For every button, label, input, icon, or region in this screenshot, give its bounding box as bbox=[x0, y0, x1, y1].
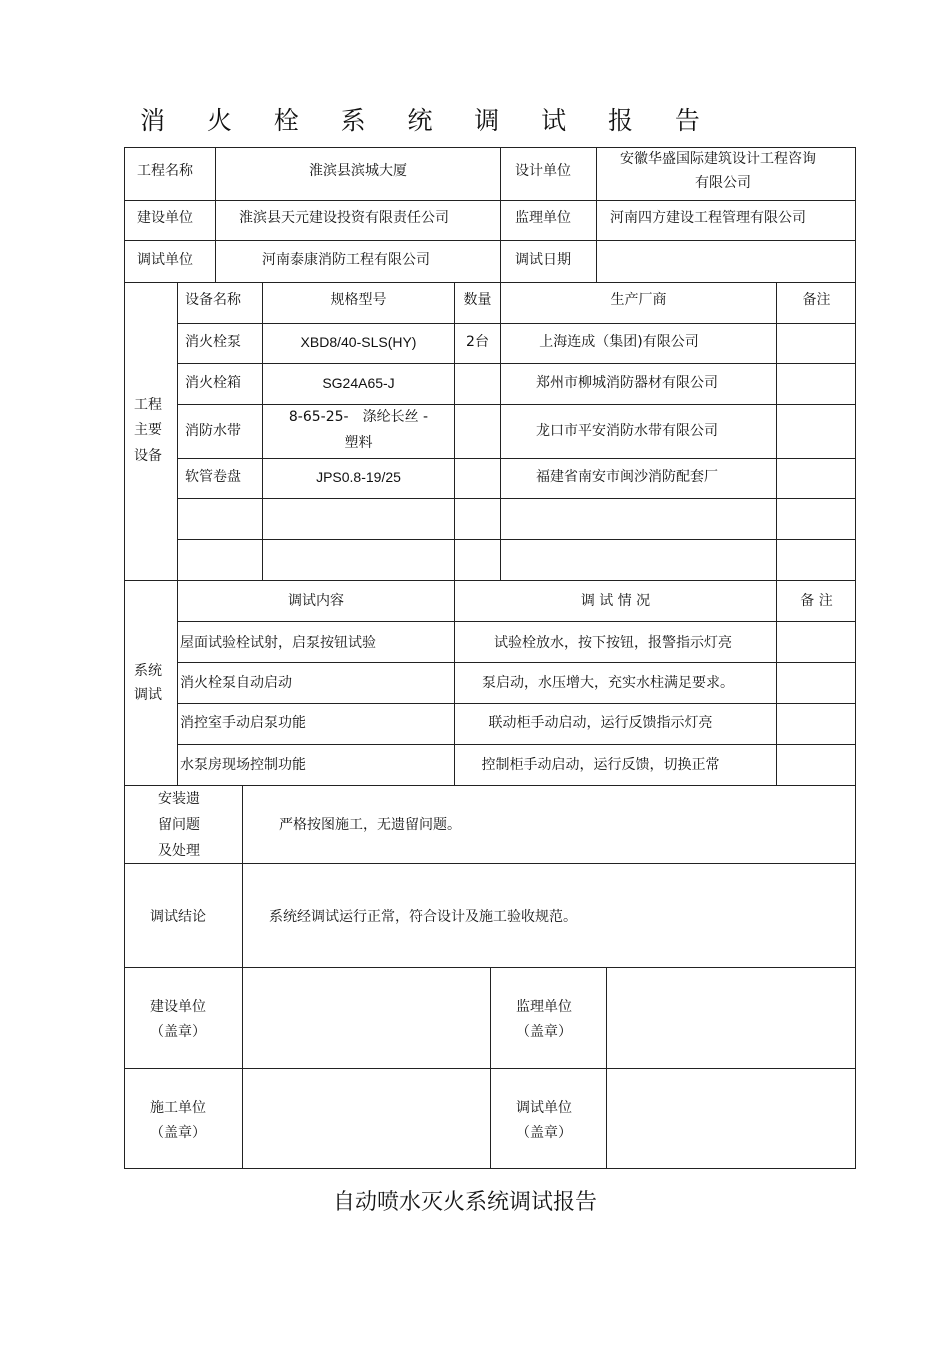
conclusion-text: 系统经调试运行正常，符合设计及施工验收规范。 bbox=[269, 909, 577, 925]
grid-line bbox=[262, 282, 263, 580]
equipment-row-maker: 龙口市平安消防水带有限公司 bbox=[536, 423, 718, 439]
title-char: 报 bbox=[608, 106, 634, 135]
grid-line bbox=[177, 621, 856, 622]
debug-row-content: 消火栓泵自动启动 bbox=[180, 675, 292, 691]
sign-seal: （盖章） bbox=[516, 1125, 572, 1141]
grid-line bbox=[177, 703, 856, 704]
debug-header-result: 调 试 情 况 bbox=[580, 593, 651, 609]
debug-row-content: 消控室手动启泵功能 bbox=[180, 715, 306, 731]
equipment-row-name: 消火栓箱 bbox=[185, 375, 241, 391]
title-char: 告 bbox=[674, 106, 700, 135]
grid-line bbox=[177, 323, 856, 324]
grid-line bbox=[500, 147, 501, 282]
grid-line bbox=[606, 967, 607, 1169]
grid-line bbox=[177, 282, 178, 785]
sign-seal: （盖章） bbox=[516, 1024, 572, 1040]
debug-header-note: 备 注 bbox=[800, 593, 833, 609]
page-title bbox=[140, 101, 700, 137]
grid-line bbox=[177, 662, 856, 663]
design-unit-value-line1: 安徽华盛国际建筑设计工程咨询 bbox=[620, 151, 816, 167]
design-unit-label: 设计单位 bbox=[515, 163, 571, 179]
grid-line bbox=[124, 240, 856, 241]
grid-line bbox=[776, 282, 777, 580]
debug-date-label: 调试日期 bbox=[515, 252, 571, 268]
supervise-unit-label: 监理单位 bbox=[515, 210, 571, 226]
debug-unit-value: 河南泰康消防工程有限公司 bbox=[262, 252, 430, 268]
title-char: 系 bbox=[340, 106, 366, 135]
title-char: 调 bbox=[474, 106, 500, 135]
next-report-title: 自动喷水灭火系统调试报告 bbox=[332, 1190, 597, 1215]
title-char: 试 bbox=[541, 106, 567, 135]
project-name-value: 淮滨县滨城大厦 bbox=[309, 163, 407, 179]
grid-line bbox=[776, 580, 777, 785]
legacy-label: 留问题 bbox=[158, 817, 200, 833]
grid-line bbox=[177, 458, 856, 459]
grid-line bbox=[242, 785, 243, 1169]
equipment-header-name: 设备名称 bbox=[185, 292, 241, 308]
grid-line bbox=[454, 282, 455, 580]
grid-line bbox=[177, 498, 856, 499]
grid-line bbox=[177, 539, 856, 540]
debug-row-result: 控制柜手动启动，运行反馈，切换正常 bbox=[481, 757, 720, 773]
equipment-section-label: 工程 bbox=[134, 397, 162, 413]
debug-row-result: 试验栓放水，按下按钮，报警指示灯亮 bbox=[494, 635, 732, 651]
build-unit-value: 淮滨县天元建设投资有限责任公司 bbox=[239, 210, 449, 226]
equipment-header-model: 规格型号 bbox=[330, 292, 387, 308]
grid-line bbox=[124, 580, 856, 581]
title-char: 栓 bbox=[273, 106, 299, 135]
grid-line bbox=[177, 363, 856, 364]
equipment-row-name: 软管卷盘 bbox=[185, 469, 241, 485]
equipment-row-name: 消防水带 bbox=[185, 423, 241, 439]
sign-build-label: 建设单位 bbox=[150, 999, 206, 1015]
debug-header-content: 调试内容 bbox=[288, 593, 344, 609]
equipment-row-model: XBD8/40-SLS(HY) bbox=[300, 334, 417, 350]
title-char: 消 bbox=[140, 106, 166, 135]
legacy-text: 严格按图施工，无遗留问题。 bbox=[279, 817, 461, 833]
equipment-row-name: 消火栓泵 bbox=[185, 334, 241, 350]
equipment-header-note: 备注 bbox=[802, 292, 831, 308]
system-debug-section-label: 调试 bbox=[134, 687, 162, 703]
equipment-row-model: SG24A65-J bbox=[322, 375, 395, 391]
legacy-label: 安装遗 bbox=[158, 791, 200, 807]
title-char: 火 bbox=[206, 106, 232, 135]
sign-supervise-label: 监理单位 bbox=[516, 999, 572, 1015]
equipment-section-label: 设备 bbox=[134, 448, 162, 464]
project-name-label: 工程名称 bbox=[137, 163, 193, 179]
grid-line bbox=[177, 404, 856, 405]
grid-line bbox=[124, 785, 856, 786]
title-char: 统 bbox=[407, 106, 433, 135]
grid-line bbox=[177, 744, 856, 745]
debug-row-content: 屋面试验栓试射，启泵按钮试验 bbox=[180, 635, 376, 651]
equipment-row-maker: 福建省南安市闽沙消防配套厂 bbox=[536, 469, 718, 485]
sign-construct-label: 施工单位 bbox=[150, 1100, 206, 1116]
equipment-header-maker: 生产厂商 bbox=[610, 292, 667, 308]
supervise-unit-value: 河南四方建设工程管理有限公司 bbox=[610, 210, 806, 226]
equipment-row-maker: 郑州市柳城消防器材有限公司 bbox=[536, 375, 718, 391]
design-unit-value-line2: 有限公司 bbox=[695, 175, 751, 191]
equipment-row-model-line1: 8-65-25- 涤纶长丝 - bbox=[288, 409, 429, 425]
debug-row-result: 泵启动，水压增大，充实水柱满足要求。 bbox=[482, 675, 734, 691]
grid-line bbox=[124, 282, 856, 283]
system-debug-section-label: 系统 bbox=[134, 663, 162, 679]
grid-line bbox=[490, 967, 491, 1169]
debug-unit-label: 调试单位 bbox=[137, 252, 193, 268]
build-unit-label: 建设单位 bbox=[137, 210, 193, 226]
conclusion-label: 调试结论 bbox=[150, 909, 206, 925]
debug-row-content: 水泵房现场控制功能 bbox=[180, 757, 306, 773]
legacy-label: 及处理 bbox=[158, 843, 200, 859]
equipment-section-label: 主要 bbox=[134, 422, 162, 438]
sign-debug-label: 调试单位 bbox=[516, 1100, 572, 1116]
sign-seal: （盖章） bbox=[150, 1024, 206, 1040]
grid-line bbox=[124, 863, 856, 864]
equipment-header-qty: 数量 bbox=[463, 292, 492, 308]
sign-seal: （盖章） bbox=[150, 1125, 206, 1141]
grid-line bbox=[124, 200, 856, 201]
equipment-row-qty: 2台 bbox=[466, 334, 489, 350]
equipment-row-model: JPS0.8-19/25 bbox=[316, 469, 401, 485]
equipment-row-maker: 上海连成（集团)有限公司 bbox=[539, 334, 699, 350]
debug-row-result: 联动柜手动启动，运行反馈指示灯亮 bbox=[488, 715, 713, 731]
equipment-row-model-line2: 塑料 bbox=[344, 435, 373, 451]
